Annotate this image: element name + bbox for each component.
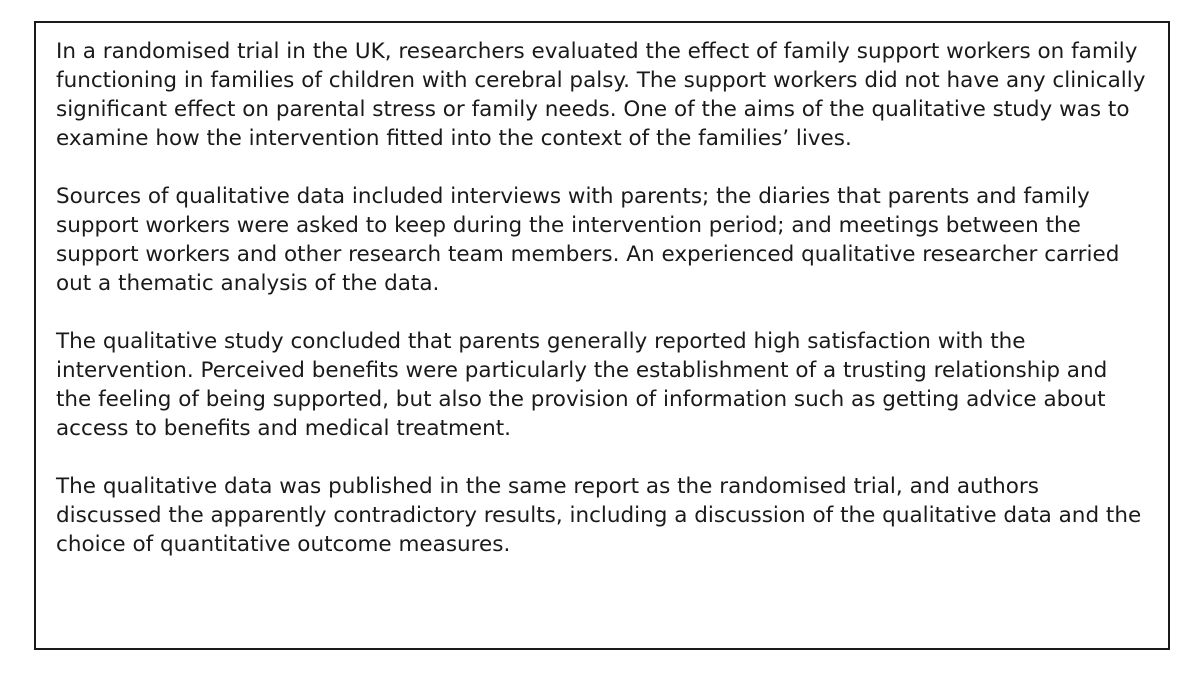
paragraph-data-sources: Sources of qualitative data included interviews with parents; the diaries that parents and family support workers were asked to keep during the intervention period; and meetings between the support workers and other research team members. An experienced qualitative researcher carried out a thematic analysis of the data. xyxy=(56,184,1120,296)
paragraph-conclusions: The qualitative study concluded that parents generally reported high satisfaction with the intervention. Perceived benefits were particularly the establishment of a trusting relationship and the feeling of being supported, but also the provision of information such as getting advice about access to benefits and medical treatment. xyxy=(56,329,1108,441)
paragraph-trial-summary: In a randomised trial in the UK, researchers evaluated the effect of family support workers on family functioning in families of children with cerebral palsy. The support workers did not have any clinically significant effect on parental stress or family needs. One of the aims of the qualitative study was to examine how the intervention fitted into the context of the families’ lives. xyxy=(56,39,1146,151)
paragraph-publication: The qualitative data was published in the same report as the randomised trial, and authors discussed the apparently contradictory results, including a discussion of the qualitative data and the choice of quantitative outcome measures. xyxy=(56,474,1142,557)
text-box xyxy=(34,21,1170,650)
